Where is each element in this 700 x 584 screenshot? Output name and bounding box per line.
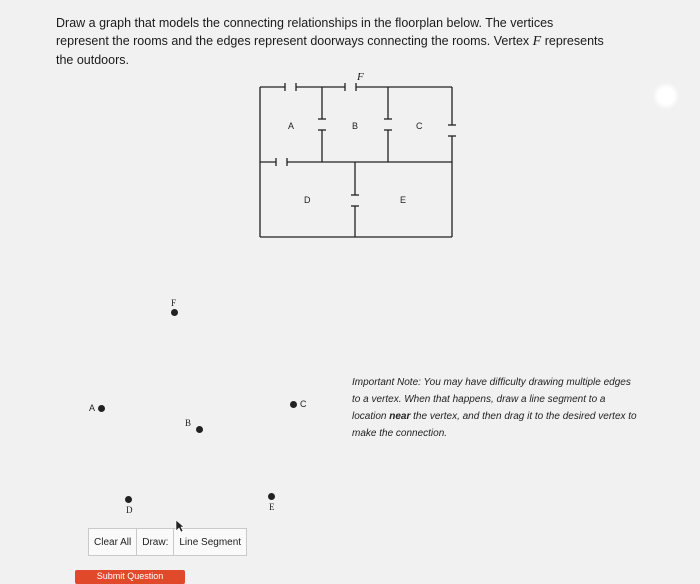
clear-all-button[interactable]: Clear All	[89, 529, 137, 555]
submit-question-button[interactable]: Submit Question	[75, 570, 185, 584]
floorplan-label-f: F	[357, 71, 364, 83]
room-label-b: B	[352, 121, 359, 131]
room-label-a: A	[288, 121, 295, 131]
vertex-f[interactable]	[171, 309, 178, 316]
note-suffix: the vertex, and then drag it to the desired vertex to make the connection.	[352, 411, 637, 439]
vertex-b[interactable]	[196, 426, 203, 433]
prompt-line-3: the outdoors.	[56, 53, 129, 67]
room-label-e: E	[400, 195, 407, 205]
room-label-d: D	[304, 195, 311, 205]
vertex-e-label: E	[269, 502, 275, 512]
prompt-line-1: Draw a graph that models the connecting relationships in the floorplan below. The vertices	[56, 16, 554, 30]
vertex-c[interactable]	[290, 401, 297, 408]
vertex-d-label: D	[126, 505, 133, 515]
glare-spot	[652, 82, 680, 110]
mouse-pointer-icon	[175, 519, 185, 533]
vertex-b-label: B	[185, 418, 192, 428]
important-note	[352, 374, 637, 442]
vertex-e[interactable]	[268, 493, 275, 500]
vertex-a[interactable]	[98, 405, 105, 412]
prompt-line-2b: represents	[541, 34, 604, 48]
vertex-c-label: C	[300, 399, 307, 409]
vertex-f-label: F	[171, 298, 177, 308]
line-segment-tool-button[interactable]: Line Segment	[179, 536, 242, 548]
room-label-c: C	[416, 121, 423, 131]
vertex-a-label: A	[89, 403, 96, 413]
vertex-d[interactable]	[125, 496, 132, 503]
note-prefix: Important Note: You may have difficulty drawing multiple edges to a vertex. When that happens, draw a line segment to a location	[352, 377, 631, 422]
prompt-line-2a: represent the rooms and the edges represent doorways connecting the rooms. Vertex	[56, 34, 533, 48]
note-bold: near	[389, 411, 411, 422]
draw-label: Draw:	[137, 529, 174, 555]
prompt-vertex-f: F	[532, 34, 542, 49]
drawing-toolbar	[88, 528, 247, 556]
